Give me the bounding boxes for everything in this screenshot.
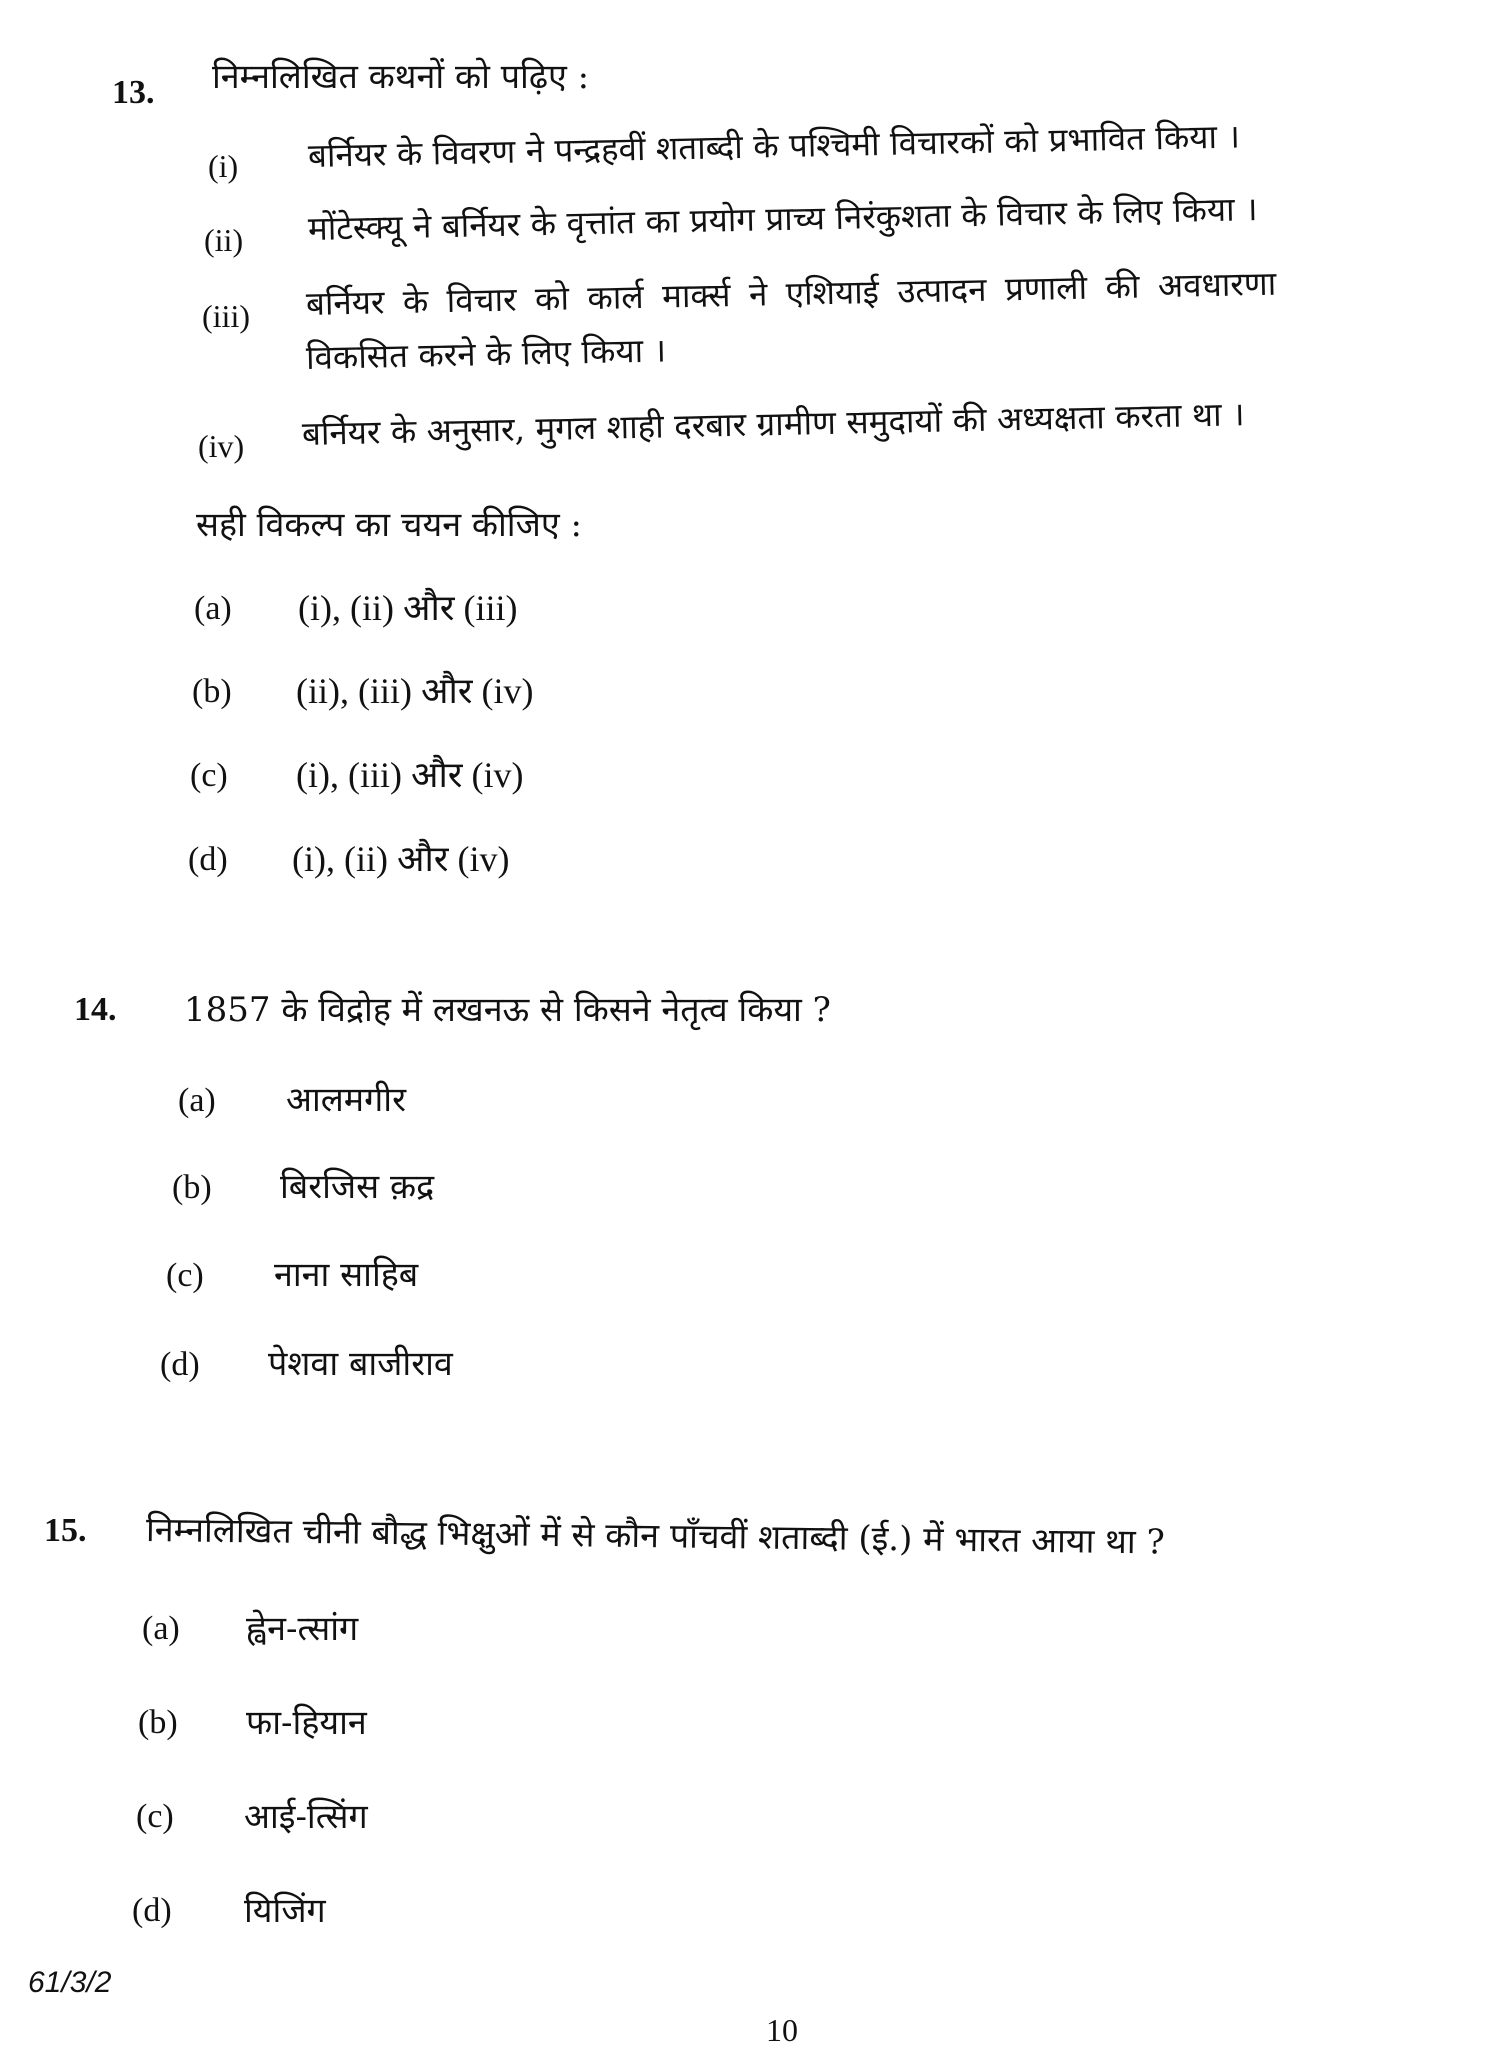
option-label: (b) [172,1169,212,1206]
statement-text: बर्नियर के अनुसार, मुगल शाही दरबार ग्रामीण समुदायों की अध्यक्षता करता था । [301,394,1245,453]
option-text: ह्वेन-त्सांग [246,1609,359,1649]
question-stem: 1857 के विद्रोह में लखनऊ से किसने नेतृत्व किया ? [184,990,831,1030]
option-label: (d) [132,1892,172,1929]
option-label: (c) [166,1257,204,1294]
option-text: पेशवा बाजीराव [268,1344,453,1384]
statement-label: (i) [208,148,239,184]
option-label: (b) [192,673,232,710]
option-text: बिरजिस क़द्र [280,1167,435,1207]
question-number: 15. [44,1512,87,1549]
option-label: (a) [142,1610,180,1647]
question-number: 13. [112,74,155,111]
option-text: फा-हियान [246,1703,367,1743]
option-label: (d) [160,1346,200,1383]
option-text: आलमगीर [286,1080,406,1120]
option-text: (i), (ii) और (iv) [292,839,510,879]
paper-code: 61/3/2 [28,1966,112,1999]
option-label: (d) [188,841,228,878]
statement-label: (iv) [198,428,245,464]
statement-text: बर्नियर के विवरण ने पन्द्रहवीं शताब्दी के पश्चिमी विचारकों को प्रभावित किया । [307,116,1241,175]
statement-text: मोंटेस्क्यू ने बर्नियर के वृत्तांत का प्रयोग प्राच्य निरंकुशता के विचार के लिए किया । [307,189,1258,248]
option-text: आई-त्सिंग [244,1797,368,1837]
option-text: यिजिंग [244,1891,326,1931]
statement-text-line-1: बर्नियर के विचार को कार्ल मार्क्स ने एशियाई उत्पादन प्रणाली की अवधारणा [305,263,1277,323]
option-text: (i), (ii) और (iii) [298,588,518,628]
statement-text-line-2: विकसित करने के लिए किया । [305,330,667,377]
option-label: (c) [136,1798,174,1835]
option-text: (ii), (iii) और (iv) [296,671,534,711]
option-label: (b) [138,1704,178,1741]
option-label: (a) [178,1082,216,1119]
option-text: नाना साहिब [274,1255,419,1295]
question-number: 14. [74,991,117,1028]
option-label: (c) [190,757,228,794]
instruction-text: सही विकल्प का चयन कीजिए : [196,505,582,545]
question-stem: निम्नलिखित चीनी बौद्ध भिक्षुओं में से कौन पाँचवीं शताब्दी (ई.) में भारत आया था ? [145,1510,1166,1563]
question-stem: निम्नलिखित कथनों को पढ़िए : [212,57,590,97]
statement-label: (iii) [202,298,250,334]
page-number: 10 [766,2012,798,2048]
option-label: (a) [194,590,232,627]
option-text: (i), (iii) और (iv) [296,755,524,795]
statement-label: (ii) [204,222,244,258]
